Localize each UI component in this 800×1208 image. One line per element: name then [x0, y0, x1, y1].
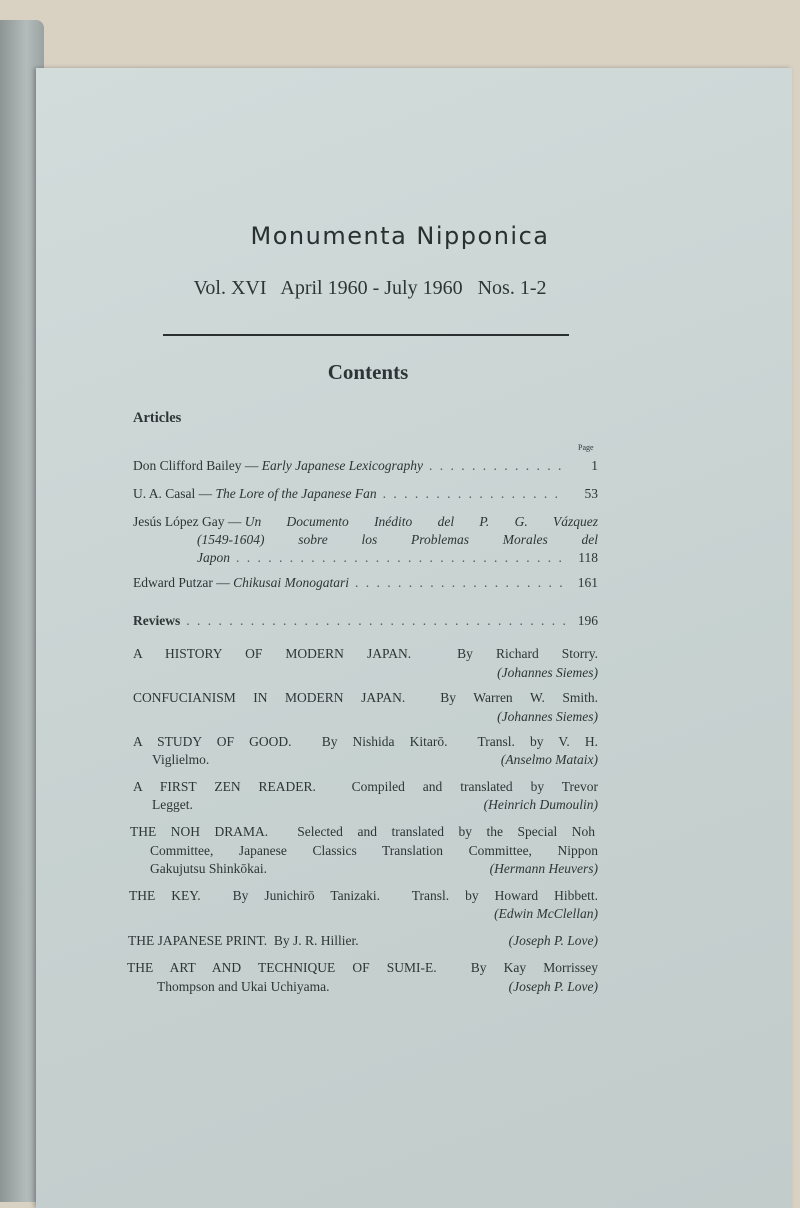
review-entry — [127, 960, 598, 976]
article-page: 1 — [591, 458, 598, 473]
review-text: A FIRST ZEN READER. Compiled and translated by Trevor — [133, 779, 598, 794]
article-title: Japon — [197, 550, 230, 565]
review-entry-continued — [152, 797, 598, 813]
review-entry — [133, 646, 598, 662]
review-text: THE KEY. By Junichirō Tanizaki. Transl. by Howard Hibbett. — [129, 888, 598, 903]
reviewer: (Heinrich Dumoulin) — [483, 797, 598, 812]
review-text: THE ART AND TECHNIQUE OF SUMI-E. By Kay Morrissey — [127, 960, 598, 975]
article-page: 53 — [584, 486, 598, 501]
article-author: Jesús López Gay — — [133, 514, 242, 529]
review-entry — [128, 933, 598, 949]
review-entry-continued — [133, 665, 598, 681]
review-entry — [129, 888, 598, 904]
journal-title: Monumenta Nipponica — [250, 222, 550, 250]
article-title: Early Japanese Lexicography — [261, 458, 423, 473]
article-author: U. A. Casal — — [133, 486, 213, 501]
review-entry-continued — [152, 752, 598, 768]
review-entry-continued — [150, 861, 598, 877]
review-text: CONFUCIANISM IN MODERN JAPAN. By Warren W. Smith. — [133, 690, 598, 705]
review-entry — [133, 734, 598, 750]
review-entry-continued — [150, 843, 598, 859]
article-title: Un Documento Inédito del P. G. Vázquez — [244, 514, 598, 529]
reviewer: (Johannes Siemes) — [497, 709, 598, 724]
leader-dots — [236, 550, 566, 566]
article-page: 118 — [578, 550, 598, 565]
article-entry — [133, 575, 598, 591]
article-author: Edward Putzar — — [133, 575, 230, 590]
review-entry — [133, 690, 598, 706]
review-entry-continued — [157, 979, 598, 995]
article-title: (1549-1604) sobre los Problemas Morales del — [197, 532, 598, 547]
review-entry-continued — [133, 709, 598, 725]
article-entry — [133, 458, 598, 474]
contents-heading: Contents — [327, 360, 409, 384]
reviews-entry — [133, 613, 598, 629]
page-column-label: Page — [578, 443, 594, 452]
article-entry — [133, 486, 598, 502]
review-text: A STUDY OF GOOD. By Nishida Kitarō. Transl. by V. H. — [133, 734, 598, 749]
review-entry-continued — [133, 906, 598, 922]
review-entry — [130, 824, 595, 840]
article-entry — [133, 514, 598, 530]
review-text: Viglielmo. — [152, 752, 210, 767]
review-entry — [133, 779, 598, 795]
reviews-page: 196 — [577, 613, 598, 628]
leader-dots — [186, 613, 566, 629]
article-entry-continued — [197, 550, 598, 566]
reviewer: (Hermann Heuvers) — [489, 861, 598, 876]
review-text: THE NOH DRAMA. Selected and translated by the Special Noh — [130, 824, 595, 839]
review-text: Committee, Japanese Classics Translation Committee, Nippon — [150, 843, 598, 858]
reviewer: (Anselmo Mataix) — [500, 752, 598, 767]
divider-rule — [163, 334, 569, 336]
reviewer: (Joseph P. Love) — [508, 979, 598, 994]
article-entry-continued — [197, 532, 598, 548]
leader-dots — [383, 486, 566, 502]
reviews-heading: Reviews — [133, 613, 181, 628]
review-text: Thompson and Ukai Uchiyama. — [157, 979, 330, 994]
reviewer: (Edwin McClellan) — [494, 906, 598, 921]
leader-dots — [355, 575, 566, 591]
review-text: Gakujutsu Shinkōkai. — [150, 861, 267, 876]
review-text: Legget. — [152, 797, 193, 812]
review-text: THE JAPANESE PRINT. By J. R. Hillier. — [128, 933, 359, 948]
article-page: 161 — [577, 575, 598, 590]
article-title: Chikusai Monogatari — [233, 575, 349, 590]
issue-line: Vol. XVI April 1960 - July 1960 Nos. 1-2 — [193, 277, 547, 299]
articles-heading: Articles — [133, 410, 182, 426]
article-title: The Lore of the Japanese Fan — [215, 486, 377, 501]
article-author: Don Clifford Bailey — — [133, 458, 259, 473]
review-text: A HISTORY OF MODERN JAPAN. By Richard Storry. — [133, 646, 598, 661]
reviewer: (Joseph P. Love) — [508, 933, 598, 948]
reviewer: (Johannes Siemes) — [497, 665, 598, 680]
leader-dots — [429, 458, 566, 474]
